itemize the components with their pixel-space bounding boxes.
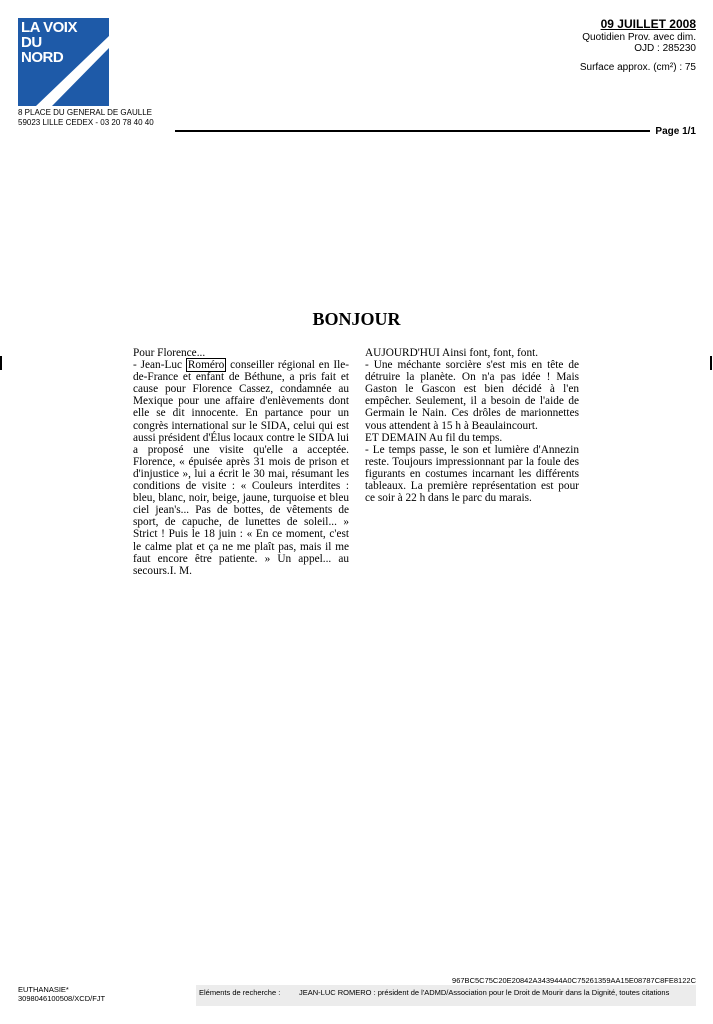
logo-line-2: DU xyxy=(21,34,42,51)
surface-area: Surface approx. (cm²) : 75 xyxy=(579,62,696,73)
paragraph: AUJOURD'HUI Ainsi font, font, font. xyxy=(365,347,539,359)
document-tags xyxy=(18,985,105,1003)
tag-keyword: EUTHANASIE* xyxy=(18,985,69,994)
paragraph-body: conseiller régional en Ile-de-France et enfant de Béthune, a pris fait et cause pour Florence Cassez, condamnée au Mexique pour une affaire d'enlèvements dont elle se dit innocente. En partance pour un congrès international sur le SIDA, celui qui est aussi président d'Élus locaux contre le SIDA lui a proposé une visite qu'elle a acceptée. Florence, « épuisée après 31 mois de prison et d'injustice », lui a écrit le 30 mai, résumant les conditions de visite : « Couleurs interdites : bleu, blanc, noir, beige, jaune, turquoise et bleu ciel jean's... Pas de bottes, de vêtements de sport, de capuche, de lunettes de soleil... » Strict ! Puis le 18 juin : « En ce moment, c'est le calme plat et ça ne me plaît pas, mais il me faut encore être patiente. » Un appel... au secours.I. M. xyxy=(133,359,350,577)
article-column-right xyxy=(365,347,579,504)
ojd-figure: OJD : 285230 xyxy=(634,43,696,54)
address-line-1: 8 PLACE DU GENERAL DE GAULLE xyxy=(18,108,152,117)
search-value: JEAN-LUC ROMERO : président de l'ADMD/Association pour le Droit de Mourir dans la Dignité, toutes citations xyxy=(299,988,670,997)
article-column-left xyxy=(133,347,349,577)
highlighted-name: Roméro xyxy=(187,359,225,372)
paragraph: ET DEMAIN Au fil du temps. xyxy=(365,431,503,444)
article-title: BONJOUR xyxy=(312,309,401,329)
logo-line-3: NORD xyxy=(21,49,64,66)
header-divider xyxy=(175,130,650,132)
search-label: Eléments de recherche : xyxy=(199,988,281,997)
right-margin-mark xyxy=(710,356,712,370)
page-number: Page 1/1 xyxy=(655,126,696,137)
newspaper-logo xyxy=(18,18,109,106)
publication-date: 09 JUILLET 2008 xyxy=(600,17,696,31)
paragraph-lead: - Jean-Luc xyxy=(133,359,186,372)
paragraph: Pour Florence... xyxy=(133,347,206,359)
logo-line-1: LA VOIX xyxy=(21,19,77,36)
publication-info xyxy=(580,19,696,73)
document-hash: 967BC5C75C20E20842A343944A0C75261359AA15E08787C8FE8122C xyxy=(452,976,696,985)
logo-wordmark xyxy=(21,20,77,65)
search-elements-bar xyxy=(196,985,696,1006)
paragraph: - Une méchante sorcière s'est mis en tête de détruire la planète. On n'a pas idée ! Mais Gaston le Gascon est bien décidé à l'en empêcher. Seulement, il a besoin de l'aide de Germain le Nain. Ces drôles de marionnettes vous attendent à 15 h à Beaulaincourt. xyxy=(365,359,579,432)
tag-reference: 3098046100508/XCD/FJT xyxy=(18,994,106,1003)
periodicity: Quotidien Prov. avec dim. xyxy=(582,32,696,43)
paragraph xyxy=(133,359,349,577)
address-line-2: 59023 LILLE CEDEX - 03 20 78 40 40 xyxy=(18,118,154,127)
left-margin-mark xyxy=(0,356,2,370)
publisher-address xyxy=(18,108,154,128)
paragraph: - Le temps passe, le son et lumière d'Annezin reste. Toujours impressionnant par la foule des figurants en costumes incarnant les différents tableaux. La première représentation est pour ce soir à 22 h dans le parc du marais. xyxy=(365,443,579,505)
